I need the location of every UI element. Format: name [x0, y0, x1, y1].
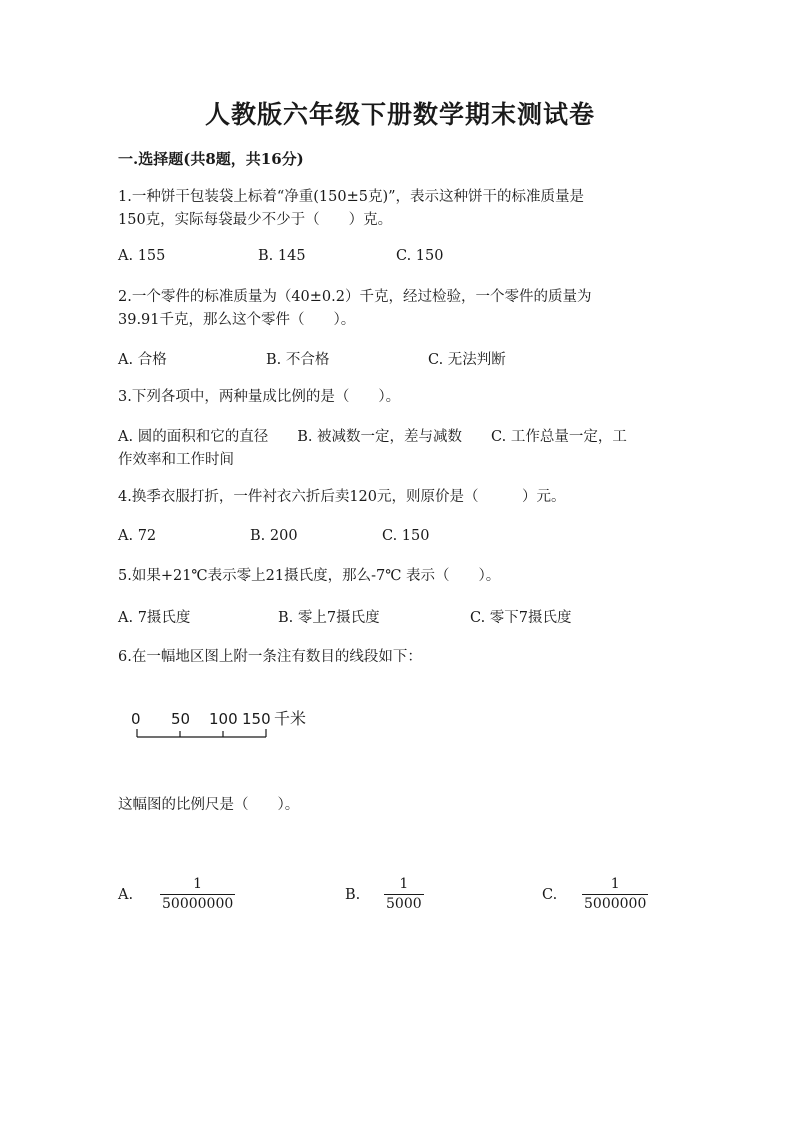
question-4-line-1: 4.换季衣服打折，一件衬衣六折后卖120元，则原价是（ ）元。: [118, 489, 566, 505]
scale-tick-label: 50: [171, 710, 191, 728]
scale-tick-label: 0: [131, 710, 141, 728]
numerator: 1: [193, 876, 203, 892]
question-3-options-line-1[interactable]: A. 圆的面积和它的直径 B. 被减数一定，差与减数 C. 工作总量一定，工: [118, 429, 627, 445]
question-5-options: [118, 606, 688, 630]
question-3-options: [118, 426, 683, 472]
numerator: 1: [399, 876, 409, 892]
question-3-line-1: 3.下列各项中，两种量成比例的是（ ）。: [118, 389, 401, 405]
question-1-line-1: 1.一种饼干包装袋上标着“净重(150±5克)”，表示这种饼干的标准质量是: [118, 189, 585, 205]
option-a[interactable]: A. 155: [118, 248, 166, 264]
option-a[interactable]: A. 合格: [118, 352, 167, 368]
scale-tick-label: 150: [242, 710, 271, 728]
denominator: 5000: [386, 896, 422, 912]
question-6-line-1: 6.在一幅地区图上附一条注有数目的线段如下：: [118, 649, 422, 665]
option-b[interactable]: B. 200: [250, 528, 298, 544]
question-5: [118, 565, 668, 588]
fraction-bar: [582, 894, 648, 895]
option-c-fraction[interactable]: [582, 876, 648, 913]
option-b[interactable]: B. 145: [258, 248, 306, 264]
question-6-options: [118, 876, 678, 920]
scale-unit-label: 千米: [274, 709, 307, 728]
option-b-fraction[interactable]: [384, 876, 424, 913]
question-2-options: [118, 348, 688, 372]
option-c[interactable]: C. 150: [382, 528, 430, 544]
question-1-line-2: 150克，实际每袋最少不少于（ ）克。: [118, 212, 393, 228]
section-heading: 一.选择题(共8题，共16分): [118, 150, 304, 168]
option-c[interactable]: C. 无法判断: [428, 352, 506, 368]
option-c[interactable]: C. 150: [396, 248, 444, 264]
numerator: 1: [610, 876, 620, 892]
scale-bar-figure: [128, 704, 368, 746]
denominator: 5000000: [584, 896, 647, 912]
question-1: [118, 186, 668, 232]
question-2-line-2: 39.91千克，那么这个零件（ ）。: [118, 312, 356, 328]
option-a[interactable]: A. 7摄氏度: [118, 610, 191, 626]
option-c[interactable]: C. 零下7摄氏度: [470, 610, 572, 626]
question-1-options: [118, 248, 688, 272]
option-a[interactable]: A. 72: [118, 528, 157, 544]
option-b[interactable]: B. 零上7摄氏度: [278, 610, 380, 626]
question-2-line-1: 2.一个零件的标准质量为（40±0.2）千克，经过检验，一个零件的质量为: [118, 289, 592, 305]
option-a-fraction[interactable]: [160, 876, 235, 913]
question-4-options: [118, 528, 688, 552]
page-title: 人教版六年级下册数学期末测试卷: [204, 100, 595, 129]
scale-tick-label: 100: [209, 710, 238, 728]
denominator: 50000000: [162, 896, 234, 912]
option-a-label[interactable]: A.: [118, 887, 134, 903]
question-3: [118, 386, 668, 409]
fraction-bar: [160, 894, 235, 895]
question-2: [118, 286, 668, 332]
question-6: [118, 646, 668, 669]
fraction-bar: [384, 894, 424, 895]
question-5-line-1: 5.如果+21℃表示零上21摄氏度，那么-7℃ 表示（ ）。: [118, 568, 501, 584]
option-c-label[interactable]: C.: [542, 887, 558, 903]
question-4: [118, 486, 668, 509]
question-6-followup: 这幅图的比例尺是（ ）。: [118, 797, 300, 813]
option-b[interactable]: B. 不合格: [266, 352, 330, 368]
option-b-label[interactable]: B.: [345, 887, 361, 903]
question-3-options-line-2[interactable]: 作效率和工作时间: [118, 452, 234, 468]
